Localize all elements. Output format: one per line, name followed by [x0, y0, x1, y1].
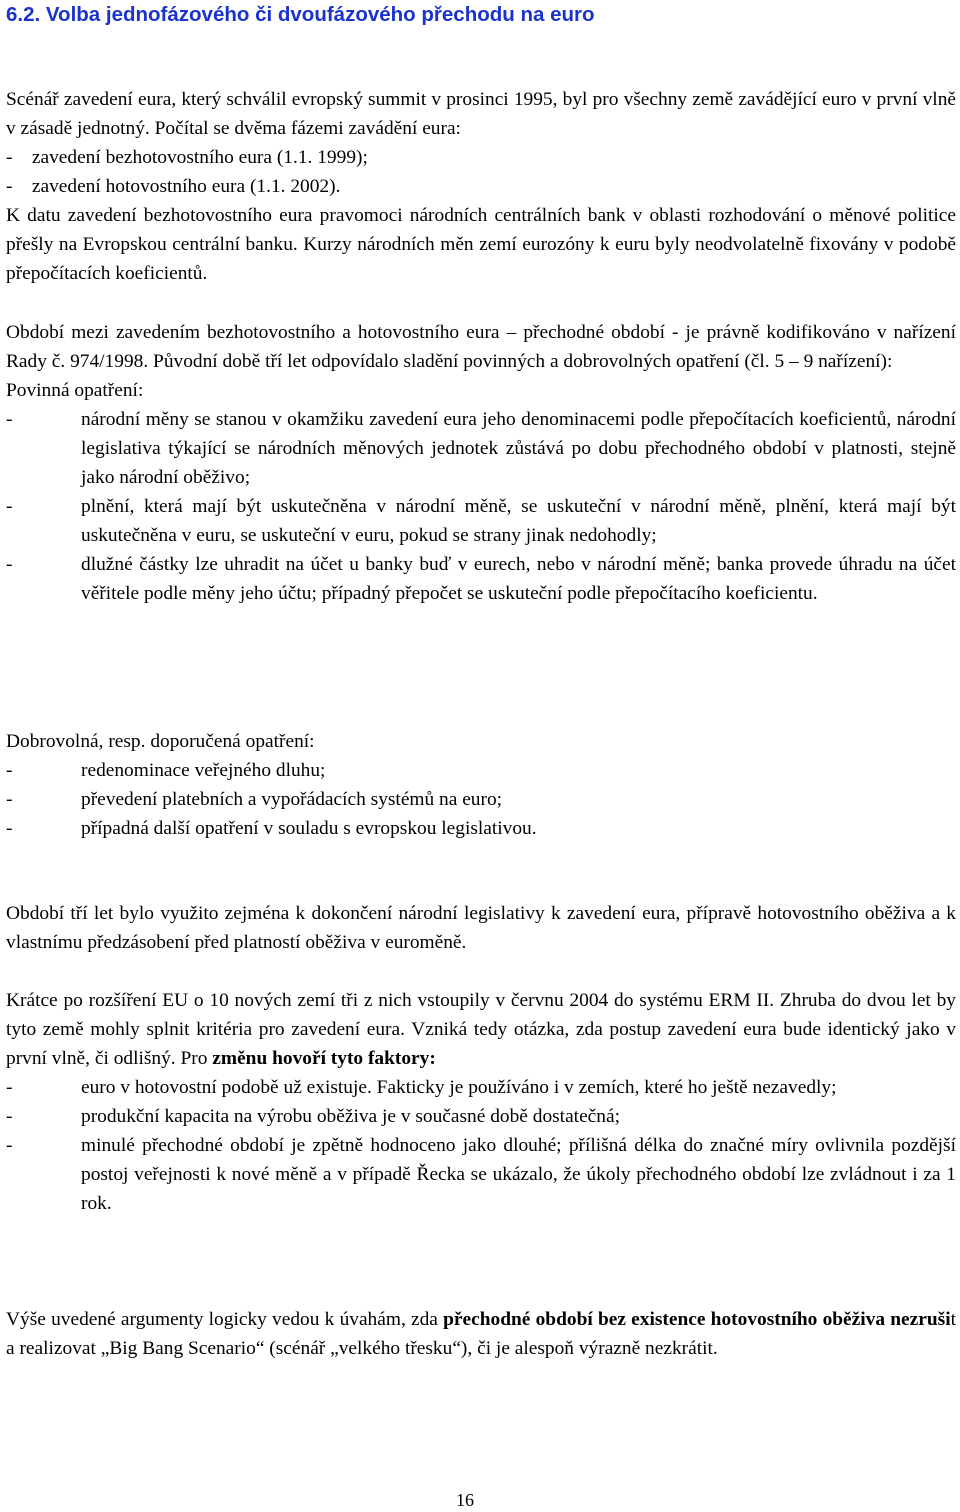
enlargement-section	[6, 986, 956, 1218]
transition-section	[6, 318, 956, 608]
conclusion-section	[6, 1305, 956, 1363]
period-paragraph: Období tří let bylo využito zejména k dokončení národní legislativy k zavedení eura, přípravě hotovostního oběživa a k vlastnímu předzásobení před platností oběživa v euroměně.	[6, 903, 956, 953]
transition-paragraph: Období mezi zavedením bezhotovostního a hotovostního eura – přechodné období - je právně kodifikováno v nařízení Rady č. 974/1998. Původní době tří let odpovídalo sladění povinných a dobrovolných opatření (čl. 5 – 9 nařízení):	[6, 322, 956, 372]
voluntary-section	[6, 727, 956, 843]
phase-item: - zavedení bezhotovostního eura (1.1. 1999);	[6, 147, 368, 168]
mandatory-title: Povinná opatření:	[6, 380, 144, 401]
voluntary-item: - případná další opatření v souladu s evropskou legislativou.	[6, 818, 537, 839]
intro-paragraph: Scénář zavedení eura, který schválil evropský summit v prosinci 1995, byl pro všechny země zavádějící euro v první vlně v zásadě jednotný. Počítal se dvěma fázemi zavádění eura:	[6, 89, 956, 139]
voluntary-item: - redenominace veřejného dluhu;	[6, 760, 326, 781]
voluntary-item: - převedení platebních a vypořádacích systémů na euro;	[6, 789, 503, 810]
emphasis-change: změnu	[212, 1048, 268, 1069]
emphasis-factors: hovoří tyto faktory:	[272, 1048, 436, 1069]
section-heading: 6.2. Volba jednofázového či dvoufázového přechodu na euro	[6, 3, 595, 26]
emphasis-conclusion: přechodné období bez existence hotovostního oběživa nezruši	[443, 1309, 951, 1330]
mandatory-item: - plnění, která mají být uskutečněna v národní měně, se uskuteční v národní měně, plnění, která mají být uskutečněna v euru, se uskuteční v euru, pokud se strany jinak nedohodly;	[6, 496, 956, 546]
mandatory-item: - národní měny se stanou v okamžiku zavedení eura jeho denominacemi podle přepočítacích koeficientů, národní legislativa týkající se národních měnových jednotek zůstává po dobu přechodného období v platnosti, stejně jako národní oběživo;	[6, 409, 956, 488]
page-number: 16	[456, 1490, 474, 1510]
factor-item: - produkční kapacita na výrobu oběživa je v současné době dostatečná;	[6, 1106, 620, 1127]
factor-item: - minulé přechodné období je zpětně hodnoceno jako dlouhé; přílišná délka do značné míry ovlivnila pozdější postoj veřejnosti k nové měně a v případě Řecka se ukázalo, že úkoly přechodného období lze zvládnout i za 1 rok.	[6, 1135, 956, 1214]
enlargement-paragraph: Krátce po rozšíření EU o 10 nových zemí tři z nich vstoupily v červnu 2004 do systému ERM II. Zhruba do dvou let by tyto země mohly splnit kritéria pro zavedení eura. Vzniká tedy otázka, zda postup zavedení eura bude identický jako v první vlně, či odlišný. Pro změnu hovoří tyto faktory:	[6, 990, 956, 1069]
mandatory-item: - dlužné částky lze uhradit na účet u banky buď v eurech, nebo v národní měně; banka provede úhradu na účet věřitele podle měny jeho účtu; případný přepočet se uskuteční podle přepočítacího koeficientu.	[6, 554, 956, 604]
ecb-paragraph: K datu zavedení bezhotovostního eura pravomoci národních centrálních bank v oblasti rozhodování o měnové politice přešly na Evropskou centrální banku. Kurzy národních měn zemí eurozóny k euru byly neodvolatelně fixovány v podobě přepočítacích koeficientů.	[6, 205, 956, 284]
conclusion-paragraph: Výše uvedené argumenty logicky vedou k úvahám, zda přechodné období bez existence hotovostního oběživa nezrušit a realizovat „Big Bang Scenario“ (scénář „velkého třesku“), či je alespoň výrazně nezkrátit.	[6, 1309, 956, 1359]
phase-item: - zavedení hotovostního eura (1.1. 2002).	[6, 176, 341, 197]
period-section	[6, 899, 956, 957]
factor-item: - euro v hotovostní podobě už existuje. Fakticky je používáno i v zemích, které ho ještě nezavedly;	[6, 1077, 837, 1098]
voluntary-title: Dobrovolná, resp. doporučená opatření:	[6, 731, 315, 752]
intro-section	[6, 85, 956, 288]
